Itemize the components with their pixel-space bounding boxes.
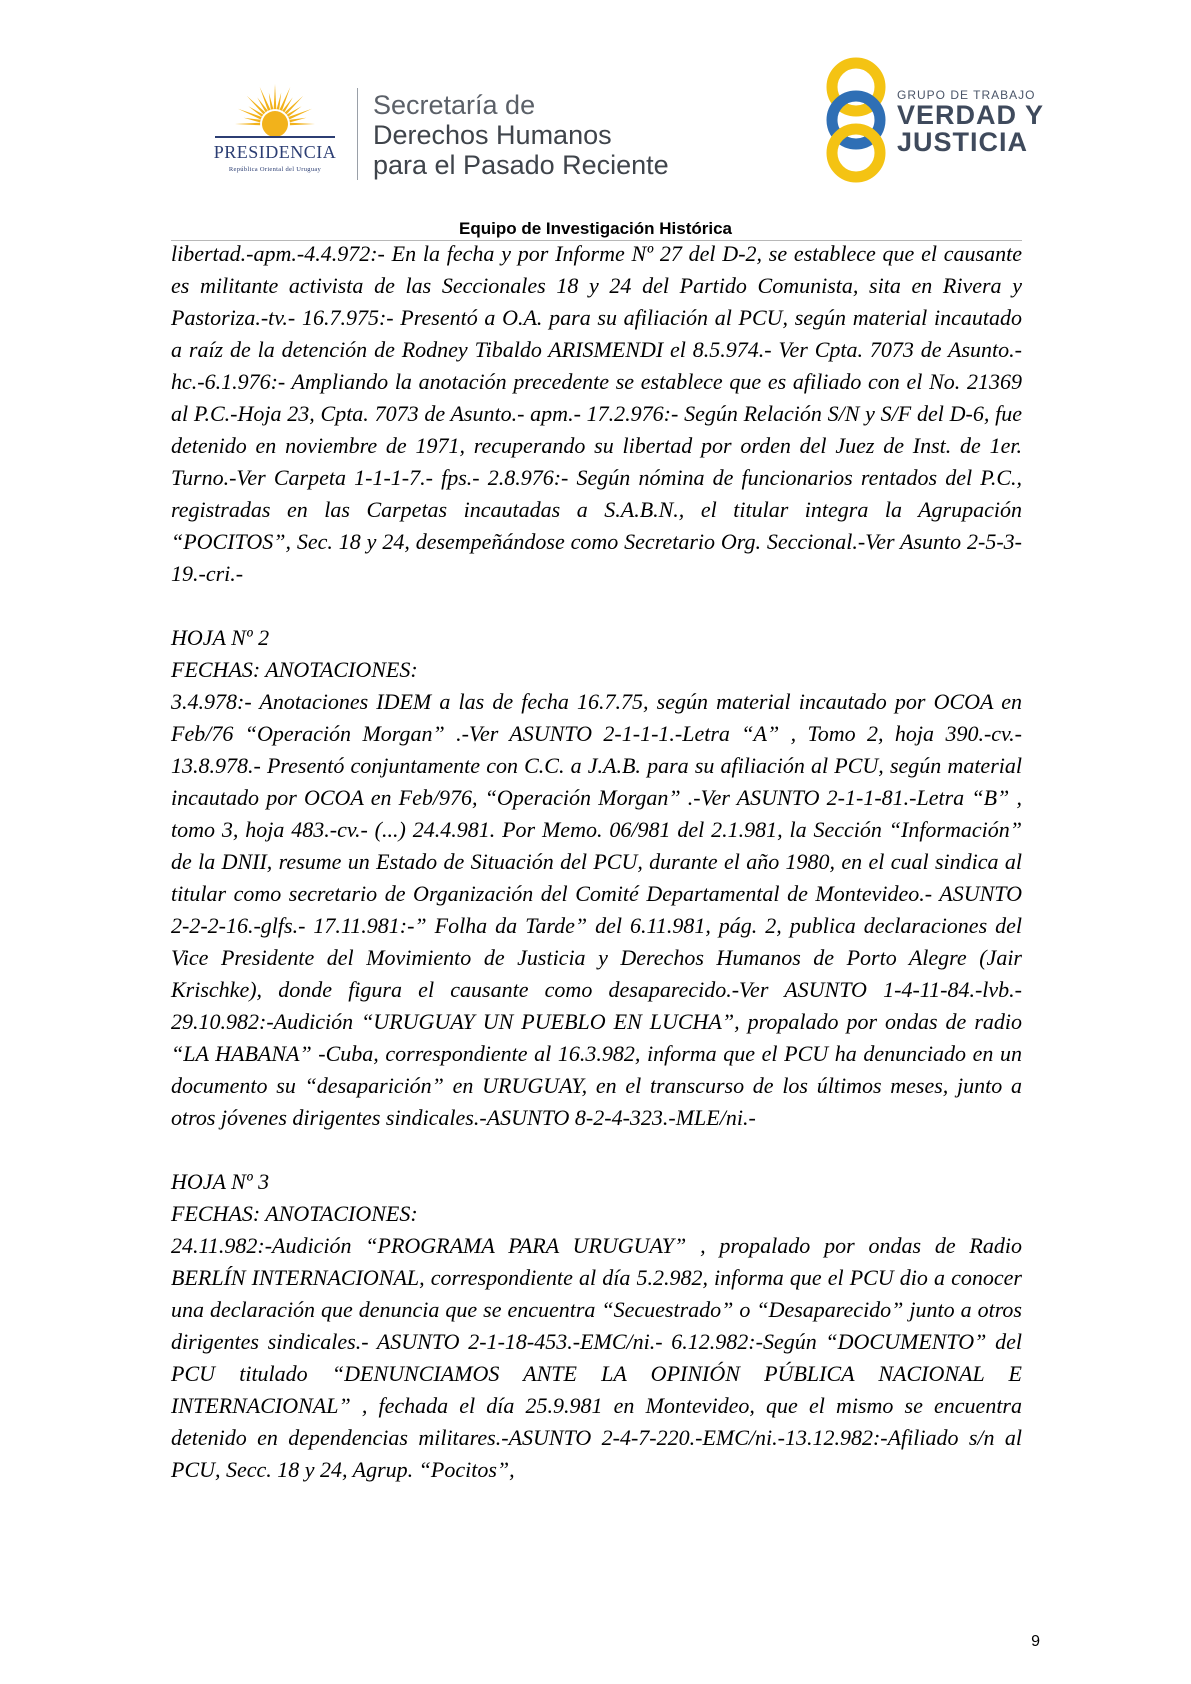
sun-emblem-icon: [195, 82, 355, 144]
body-paragraph: libertad.-apm.-4.4.972:- En la fecha y por Informe Nº 27 del D-2, se establece que el causante es militante activista de las Seccionales 18 y 24 del Partido Comunista, sita en Rivera y Pastoriza.-tv.- 16.7.975:- Presentó a O.A. para su afiliación al PCU, según material incautado a raíz de la detención de Rodney Tibaldo ARISMENDI el 8.5.974.- Ver Cpta. 7073 de Asunto.-hc.-6.1.976:- Ampliando la anotación precedente se establece que es afiliado con el No. 21369 al P.C.-Hoja 23, Cpta. 7073 de Asunto.- apm.- 17.2.976:- Según Relación S/N y S/F del D-6, fue detenido en noviembre de 1971, recuperando su libertad por orden del Juez de Inst. de 1er. Turno.-Ver Carpeta 1-1-1-7.- fps.- 2.8.976:- Según nómina de funcionarios rentados del P.C., registradas en las Carpetas incautadas a S.A.B.N., el titular integra la Agrupación “POCITOS”, Sec. 18 y 24, desempeñándose como Secretario Org. Seccional.-Ver Asunto 2-5-3-19.-cri.-: [171, 241, 1022, 586]
header-divider: [357, 88, 358, 180]
body-paragraph: 3.4.978:- Anotaciones IDEM a las de fecha 16.7.75, según material incautado por OCOA en Feb/76 “Operación Morgan” .-Ver ASUNTO 2-1-1-1.-Letra “A” , Tomo 2, hoja 390.-cv.- 13.8.978.- Presentó conjuntamente con C.C. a J.A.B. para su afiliación al PCU, según material incautado por OCOA en Feb/976, “Operación Morgan” .-Ver ASUNTO 2-1-1-81.-Letra “B” , tomo 3, hoja 483.-cv.- (...) 24.4.981. Por Memo. 06/981 del 2.1.981, la Sección “Información” de la DNII, resume un Estado de Situación del PCU, durante el año 1980, en el cual sindica al titular como secretario de Organización del Comité Departamental de Montevideo.- ASUNTO 2-2-2-16.-glfs.- 17.11.981:-” Folha da Tarde” del 6.11.981, pág. 2, publica declaraciones del Vice Presidente del Movimiento de Justicia y Derechos Humanos de Porto Alegre (Jair Krischke), donde figura el causante como desaparecido.-Ver ASUNTO 1-4-11-84.-lvb.- 29.10.982:-Audición “URUGUAY UN PUEBLO EN LUCHA”, propalado por ondas de radio “LA HABANA” -Cuba, correspondiente al 16.3.982, informa que el PCU ha denunciado en un documento su “desaparición” en URUGUAY, en el transcurso de los últimos meses, junto a otros jóvenes dirigentes sindicales.-ASUNTO 8-2-4-323.-MLE/ni.-: [171, 689, 1022, 1130]
sun-ray: [235, 123, 260, 126]
sun-ray: [238, 109, 262, 120]
section-heading: FECHAS: ANOTACIONES:: [171, 1201, 418, 1226]
presidencia-label: PRESIDENCIA: [213, 142, 337, 162]
verdad-justicia-rings-icon: [820, 57, 892, 183]
section-heading: HOJA Nº 3: [171, 1169, 270, 1194]
sun-ray: [274, 84, 277, 109]
team-title: Equipo de Investigación Histórica: [459, 219, 732, 238]
sun-ray: [288, 109, 312, 120]
verdad-justicia-logo-text: [897, 88, 1044, 156]
secretaria-line-2: Derechos Humanos: [373, 120, 612, 150]
sun-ray: [280, 87, 291, 111]
presidencia-sublabel: República Oriental del Uruguay: [228, 166, 322, 173]
sun-ray: [269, 93, 274, 110]
secretaria-line-1: Secretaría de: [373, 90, 536, 120]
sun-ray: [290, 123, 315, 126]
secretaria-logo-text: [373, 90, 669, 180]
vyj-line-1: GRUPO DE TRABAJO: [897, 88, 1036, 102]
body-paragraph: 24.11.982:-Audición “PROGRAMA PARA URUGUAY” , propalado por ondas de Radio BERLÍN INTERNACIONAL, correspondiente al día 5.2.982, informa que el PCU dio a conocer una declaración que denuncia que se encuentra “Secuestrado” o “Desaparecido” junto a otros dirigentes sindicales.- ASUNTO 2-1-18-453.-EMC/ni.- 6.12.982:-Según “DOCUMENTO” del PCU titulado “DENUNCIAMOS ANTE LA OPINIÓN PÚBLICA NACIONAL E INTERNACIONAL” , fechada el día 25.9.981 en Montevideo, que el mismo se encuentra detenido en dependencias militares.-ASUNTO 2-4-7-220.-EMC/ni.-13.12.982:-Afiliado s/n al PCU, Secc. 18 y 24, Agrup. “Pocitos”,: [171, 1233, 1022, 1482]
page-number: 9: [1031, 1633, 1040, 1650]
section-heading: FECHAS: ANOTACIONES:: [171, 657, 418, 682]
section-heading: HOJA Nº 2: [171, 625, 270, 650]
paragraph-gap: [171, 590, 1022, 622]
vyj-line-3: JUSTICIA: [897, 127, 1029, 157]
presidencia-logo: [195, 82, 355, 182]
sun-ray: [289, 118, 306, 123]
document-header: [0, 0, 1191, 238]
paragraph-gap: [171, 1134, 1022, 1166]
document-body: [171, 238, 1022, 1486]
sun-ray: [244, 118, 261, 123]
secretaria-line-3: para el Pasado Reciente: [373, 150, 669, 180]
vyj-line-2: VERDAD Y: [897, 100, 1045, 130]
sun-ray: [277, 93, 282, 110]
sun-ray: [260, 87, 271, 111]
